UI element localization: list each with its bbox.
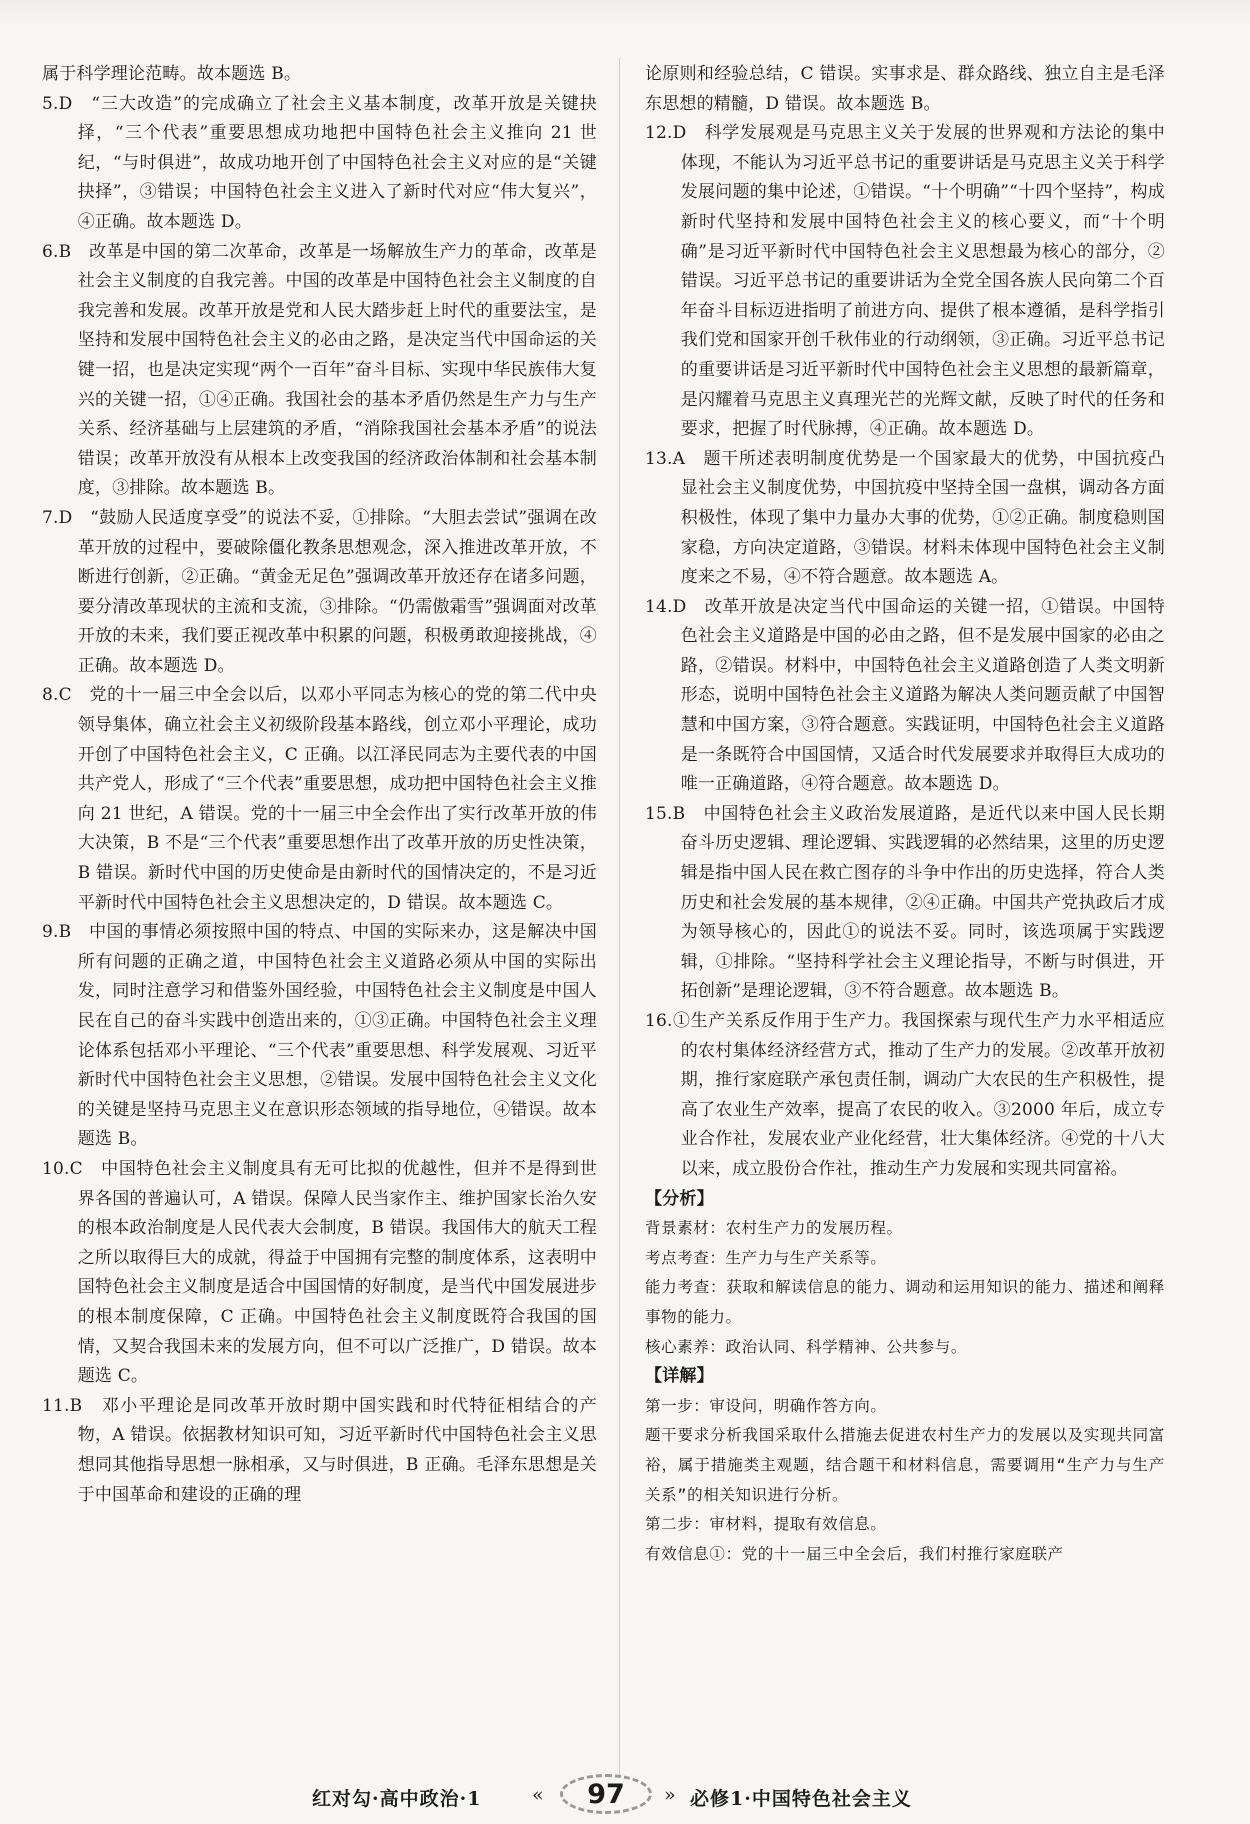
answer-7: 7.D “鼓励人民适度享受”的说法不妥，①排除。“大胆去尝试”强调在改革开放的过程中，要破除僵化教条思想观念，深入推进改革开放，不断进行创新，②正确。“黄金无足色”强调改革开放还存在诸多问题，要分清改革现状的主流和支流，③排除。“仍需傲霜雪”强调面对改革开放的未来，我们要正视改革中积累的问题，积极勇敢迎接挑战，④正确。故本题选 D。 (42, 507, 597, 676)
right-column (645, 60, 1165, 1569)
answer-16: 16.①生产关系反作用于生产力。我国探索与现代生产力水平相适应的农村集体经济经营方式，推动了生产力的发展。②改革开放初期，推行家庭联产承包责任制，调动广大农民的生产积极性，提高了农业生产效率，提高了农民的收入。③2000 年后，成立专业合作社，发展农业产业化经营，壮大集体经济。④党的十八大以来，成立股份合作社，推动生产力发展和实现共同富裕。 (645, 1011, 1165, 1179)
page-footer (0, 1772, 1250, 1816)
answer-14: 14.D 改革开放是决定当代中国命运的关键一招，①错误。中国特色社会主义道路是中国的必由之路，但不是发展中国家的必由之路，②错误。材料中，中国特色社会主义道路创造了人类文明新形态，说明中国特色社会主义道路为解决人类问题贡献了中国智慧和中国方案，③符合题意。实践证明，中国特色社会主义道路是一条既符合中国国情，又适合时代发展要求并取得巨大成功的唯一正确道路，④符合题意。故本题选 D。 (645, 596, 1165, 795)
page-number: 97 (587, 1779, 625, 1810)
answer-9: 9.B 中国的事情必须按照中国的特点、中国的实际来办，这是解决中国所有问题的正确之道，中国特色社会主义道路必须从中国的实际出发，同时注意学习和借鉴外国经验，中国特色社会主义制度是中国人民在自己的奋斗实践中创造出来的，①③正确。中国特色社会主义理论体系包括邓小平理论、“三个代表”重要思想、科学发展观、习近平新时代中国特色社会主义思想，②错误。发展中国特色社会主义文化的关键是坚持马克思主义在意识形态领域的指导地位，④错误。故本题选 B。 (42, 922, 597, 1150)
answer-12: 12.D 科学发展观是马克思主义关于发展的世界观和方法论的集中体现，不能认为习近平总书记的重要讲话是马克思主义关于科学发展问题的集中论述，①错误。“十个明确”“十四个坚持”，构成新时代坚持和发展中国特色社会主义的核心要义，而“十个明确”是习近平新时代中国特色社会主义思想最为核心的部分，②错误。习近平总书记的重要讲话为全党全国各族人民向第二个百年奋斗目标迈进指明了前进方向、提供了根本遵循，是科学指引我们党和国家开创千秋伟业的行动纲领，③正确。习近平总书记的重要讲话是习近平新时代中国特色社会主义思想的最新篇章，是闪耀着马克思主义真理光芒的光辉文献，反映了时代的任务和要求，把握了时代脉搏，④正确。故本题选 D。 (645, 123, 1165, 440)
answer-continuation: 属于科学理论范畴。故本题选 B。 (42, 64, 302, 84)
module-title: 必修1·中国特色社会主义 (690, 1788, 912, 1810)
answer-6: 6.B 改革是中国的第二次革命，改革是一场解放生产力的革命，改革是社会主义制度的自我完善。中国的改革是中国特色社会主义制度的自我完善和发展。改革开放是党和人民大踏步赶上时代的重要法宝，是坚持和发展中国特色社会主义的必由之路，是决定当代中国命运的关键一招，也是决定实现“两个一百年”奋斗目标、实现中华民族伟大复兴的关键一招，①④正确。我国社会的基本矛盾仍然是生产力与生产关系、经济基础与上层建筑的矛盾，“消除我国社会基本矛盾”的说法错误；改革开放没有从根本上改变我国的经济政治体制和社会基本制度，③排除。故本题选 B。 (42, 241, 597, 499)
analysis-line: 背景素材：农村生产力的发展历程。 (645, 1219, 903, 1238)
detail-line: 有效信息①：党的十一届三中全会后，我们村推行家庭联产 (645, 1544, 1064, 1563)
book-title: 红对勾·高中政治·1 (312, 1788, 482, 1810)
detail-line: 题干要求分析我国采取什么措施去促进农村生产力的发展以及实现共同富裕，属于措施类主观题，结合题干和材料信息，需要调用“生产力与生产关系”的相关知识进行分析。 (645, 1426, 1165, 1504)
scan-top-edge (0, 0, 1250, 26)
answer-13: 13.A 题干所述表明制度优势是一个国家最大的优势，中国抗疫凸显社会主义制度优势，中国抗疫中坚持全国一盘棋，调动各方面积极性，体现了集中力量办大事的优势，①②正确。制度稳则国家稳，方向决定道路，③错误。材料未体现中国特色社会主义制度来之不易，④不符合题意。故本题选 A。 (645, 448, 1165, 588)
analysis-line: 核心素养：政治认同、科学精神、公共参与。 (645, 1337, 968, 1356)
chevron-left-icon: « (532, 1784, 544, 1806)
left-column (42, 60, 597, 1510)
column-divider (619, 58, 620, 1788)
answer-8: 8.C 党的十一届三中全会以后，以邓小平同志为核心的党的第二代中央领导集体，确立社会主义初级阶段基本路线，创立邓小平理论，成功开创了中国特色社会主义，C 正确。以江泽民同志为主要代表的中国共产党人，形成了“三个代表”重要思想，成功把中国特色社会主义推向 21 世纪，A 错误。党的十一届三中全会作出了实行改革开放的伟大决策，B 不是“三个代表”重要思想作出了改革开放的历史性决策，B 错误。新时代中国的历史使命是由新时代的国情决定的，不是习近平新时代中国特色社会主义思想决定的，D 错误。故本题选 C。 (42, 685, 597, 913)
page-number-badge (560, 1774, 652, 1814)
detail-heading: 【详解】 (645, 1366, 714, 1387)
answer-15: 15.B 中国特色社会主义政治发展道路，是近代以来中国人民长期奋斗历史逻辑、理论逻辑、实践逻辑的必然结果，这里的历史逻辑是指中国人民在救亡图存的斗争中作出的历史选择，符合人类历史和社会发展的基本规律，②④正确。中国共产党执政后才成为领导核心的，因此①的说法不妥。同时，该选项属于实践逻辑，①排除。“坚持科学社会主义理论指导，不断与时俱进，开拓创新”是理论逻辑，③不符合题意。故本题选 B。 (645, 803, 1165, 1002)
detail-line: 第二步：审材料，提取有效信息。 (645, 1515, 887, 1534)
answer-11: 11.B 邓小平理论是同改革开放时期中国实践和时代特征相结合的产物，A 错误。依据教材知识可知，习近平新时代中国特色社会主义思想同其他指导思想一脉相承，又与时俱进，B 正确。毛泽东思想是关于中国革命和建设的正确的理 (42, 1395, 597, 1505)
answer-5: 5.D “三大改造”的完成确立了社会主义基本制度，改革开放是关键抉择，“三个代表”重要思想成功地把中国特色社会主义推向 21 世纪，“与时俱进”，故成功地开创了中国特色社会主义对应的是“关键抉择”，③错误；中国特色社会主义进入了新时代对应“伟大复兴”，④正确。故本题选 D。 (42, 93, 597, 232)
chevron-right-icon: » (664, 1784, 676, 1806)
detail-line: 第一步：审设问，明确作答方向。 (645, 1396, 887, 1415)
answer-10: 10.C 中国特色社会主义制度具有无可比拟的优越性，但并不是得到世界各国的普遍认可，A 错误。保障人民当家作主、维护国家长治久安的根本政治制度是人民代表大会制度，B 错误。我国伟大的航天工程之所以取得巨大的成就，得益于中国拥有完整的制度体系，这表明中国特色社会主义制度是适合中国国情的好制度，是当代中国发展进步的根本制度保障，C 正确。中国特色社会主义制度既符合我国的国情，又契合我国未来的发展方向，但不可以广泛推广，D 错误。故本题选 C。 (42, 1158, 597, 1387)
analysis-line: 考点考查：生产力与生产关系等。 (645, 1248, 887, 1267)
analysis-line: 能力考查：获取和解读信息的能力、调动和运用知识的能力、描述和阐释事物的能力。 (645, 1278, 1165, 1326)
answer-11-continuation: 论原则和经验总结，C 错误。实事求是、群众路线、独立自主是毛泽东思想的精髓，D 错误。故本题选 B。 (645, 64, 1165, 114)
analysis-heading: 【分析】 (645, 1188, 714, 1209)
